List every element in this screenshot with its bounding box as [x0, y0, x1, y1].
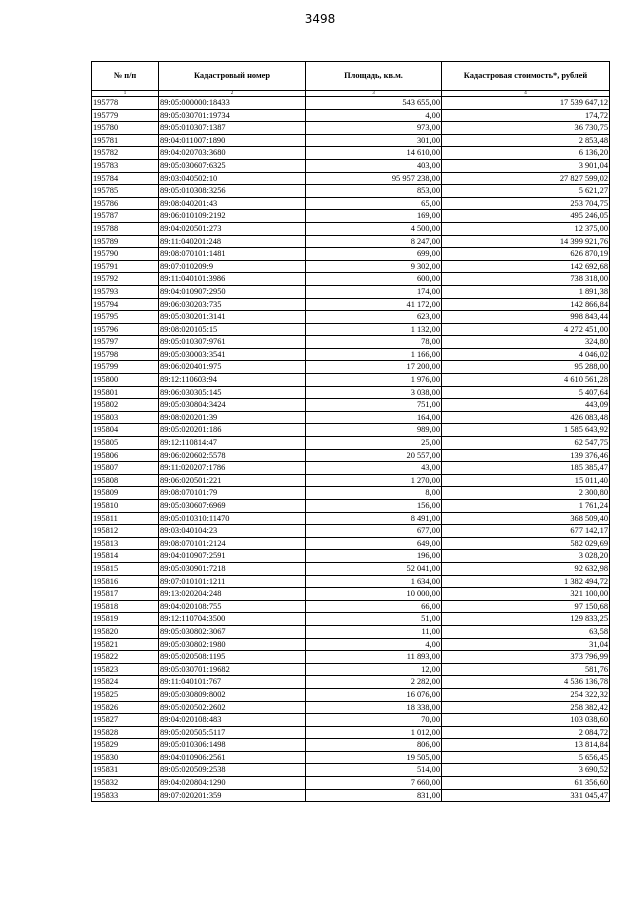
cadastral-number: 89:05:030701:19682 [159, 663, 306, 676]
area-value: 751,00 [306, 399, 442, 412]
cadastral-cost-value: 1 585 643,92 [442, 424, 610, 437]
area-value: 10 000,00 [306, 588, 442, 601]
header-area: Площадь, кв.м. [306, 62, 442, 91]
cadastral-number: 89:05:010308:3256 [159, 185, 306, 198]
row-number: 195786 [92, 197, 159, 210]
area-value: 9 302,00 [306, 260, 442, 273]
table-row [92, 424, 610, 437]
cadastral-number: 89:04:011007:1890 [159, 134, 306, 147]
cadastral-cost-value: 6 136,20 [442, 147, 610, 160]
area-value: 1 634,00 [306, 575, 442, 588]
table-row [92, 336, 610, 349]
table-row [92, 701, 610, 714]
row-number: 195824 [92, 676, 159, 689]
area-value: 543 655,00 [306, 97, 442, 110]
cadastral-cost-value: 3 028,20 [442, 550, 610, 563]
table-body [92, 91, 610, 802]
table-row [92, 386, 610, 399]
table-row [92, 298, 610, 311]
row-number: 195808 [92, 474, 159, 487]
row-number: 195812 [92, 525, 159, 538]
row-number: 195833 [92, 789, 159, 802]
area-value: 1 976,00 [306, 374, 442, 387]
area-value: 95 957 238,00 [306, 172, 442, 185]
cadastral-number: 89:11:020207:1786 [159, 462, 306, 475]
table-row [92, 512, 610, 525]
cadastral-number: 89:11:040101:767 [159, 676, 306, 689]
table-row [92, 437, 610, 450]
cadastral-number: 89:04:010906:2561 [159, 751, 306, 764]
area-value: 649,00 [306, 537, 442, 550]
row-number: 195823 [92, 663, 159, 676]
cadastral-number: 89:12:110603:94 [159, 374, 306, 387]
table-row [92, 197, 610, 210]
area-value: 196,00 [306, 550, 442, 563]
row-number: 195832 [92, 777, 159, 790]
cadastral-number: 89:05:000000:18433 [159, 97, 306, 110]
row-number: 195794 [92, 298, 159, 311]
cadastral-cost-value: 324,80 [442, 336, 610, 349]
cadastral-cost-value: 27 827 599,02 [442, 172, 610, 185]
area-value: 973,00 [306, 122, 442, 135]
area-value: 600,00 [306, 273, 442, 286]
cadastral-number: 89:05:030804:3424 [159, 399, 306, 412]
table-row [92, 575, 610, 588]
row-number: 195807 [92, 462, 159, 475]
table-row [92, 613, 610, 626]
cadastral-number: 89:05:010307:1387 [159, 122, 306, 135]
area-value: 8,00 [306, 487, 442, 500]
row-number: 195778 [92, 97, 159, 110]
cadastral-number: 89:05:010306:1498 [159, 739, 306, 752]
table-row [92, 638, 610, 651]
cadastral-number: 89:07:020201:359 [159, 789, 306, 802]
table-row [92, 323, 610, 336]
table-row [92, 487, 610, 500]
row-number: 195831 [92, 764, 159, 777]
cadastral-number: 89:05:020201:186 [159, 424, 306, 437]
cadastral-cost-value: 677 142,17 [442, 525, 610, 538]
cadastral-number: 89:05:030201:3141 [159, 311, 306, 324]
cadastral-number: 89:04:020108:755 [159, 600, 306, 613]
row-number: 195801 [92, 386, 159, 399]
cadastral-number: 89:04:010907:2950 [159, 285, 306, 298]
row-number: 195783 [92, 159, 159, 172]
cadastral-number: 89:08:020201:39 [159, 411, 306, 424]
cadastral-cost-value: 174,72 [442, 109, 610, 122]
cadastral-number: 89:05:020505:5117 [159, 726, 306, 739]
row-number: 195802 [92, 399, 159, 412]
table-row [92, 663, 610, 676]
cadastral-cost-value: 103 038,60 [442, 714, 610, 727]
table-row [92, 311, 610, 324]
table-row [92, 147, 610, 160]
cadastral-table [91, 61, 610, 802]
cadastral-cost-value: 36 730,75 [442, 122, 610, 135]
cadastral-number: 89:08:070101:2124 [159, 537, 306, 550]
table-row [92, 600, 610, 613]
cadastral-cost-value: 142 692,68 [442, 260, 610, 273]
cadastral-cost-value: 738 318,00 [442, 273, 610, 286]
cadastral-cost-value: 17 539 647,12 [442, 97, 610, 110]
cadastral-cost-value: 258 382,42 [442, 701, 610, 714]
row-number: 195826 [92, 701, 159, 714]
area-value: 169,00 [306, 210, 442, 223]
cadastral-number: 89:08:040201:43 [159, 197, 306, 210]
row-number: 195803 [92, 411, 159, 424]
table-row [92, 500, 610, 513]
cadastral-number: 89:05:030802:1980 [159, 638, 306, 651]
cadastral-number: 89:08:020105:15 [159, 323, 306, 336]
row-number: 195810 [92, 500, 159, 513]
table-row [92, 109, 610, 122]
cadastral-cost-value: 373 796,99 [442, 651, 610, 664]
table-row [92, 273, 610, 286]
area-value: 806,00 [306, 739, 442, 752]
row-number: 195792 [92, 273, 159, 286]
row-number: 195820 [92, 625, 159, 638]
area-value: 8 491,00 [306, 512, 442, 525]
row-number: 195796 [92, 323, 159, 336]
cadastral-number: 89:05:030701:19734 [159, 109, 306, 122]
row-number: 195817 [92, 588, 159, 601]
cadastral-cost-value: 1 891,38 [442, 285, 610, 298]
cadastral-cost-value: 63,58 [442, 625, 610, 638]
area-value: 853,00 [306, 185, 442, 198]
table-row [92, 285, 610, 298]
area-value: 20 557,00 [306, 449, 442, 462]
area-value: 831,00 [306, 789, 442, 802]
cadastral-number: 89:04:020501:273 [159, 222, 306, 235]
row-number: 195806 [92, 449, 159, 462]
cadastral-number: 89:07:010209:9 [159, 260, 306, 273]
cadastral-number: 89:04:020804:1290 [159, 777, 306, 790]
area-value: 4,00 [306, 638, 442, 651]
area-value: 14 610,00 [306, 147, 442, 160]
row-number: 195813 [92, 537, 159, 550]
cadastral-cost-value: 12 375,00 [442, 222, 610, 235]
row-number: 195798 [92, 348, 159, 361]
area-value: 78,00 [306, 336, 442, 349]
table-row [92, 222, 610, 235]
table-row [92, 159, 610, 172]
table-row [92, 260, 610, 273]
cadastral-number: 89:05:010307:9761 [159, 336, 306, 349]
cadastral-cost-value: 2 084,72 [442, 726, 610, 739]
area-value: 41 172,00 [306, 298, 442, 311]
page-number: 3498 [304, 12, 336, 26]
header-cadastral-number: Кадастровый номер [159, 62, 306, 91]
row-number: 195789 [92, 235, 159, 248]
cadastral-number: 89:12:110814:47 [159, 437, 306, 450]
row-number: 195795 [92, 311, 159, 324]
table-row [92, 651, 610, 664]
row-number: 195790 [92, 248, 159, 261]
column-number: 3 [306, 91, 442, 97]
cadastral-number: 89:06:030305:145 [159, 386, 306, 399]
row-number: 195782 [92, 147, 159, 160]
row-number: 195818 [92, 600, 159, 613]
area-value: 677,00 [306, 525, 442, 538]
cadastral-number: 89:05:030802:3067 [159, 625, 306, 638]
row-number: 195811 [92, 512, 159, 525]
row-number: 195800 [92, 374, 159, 387]
table-row [92, 525, 610, 538]
table-row [92, 739, 610, 752]
cadastral-cost-value: 3 690,52 [442, 764, 610, 777]
table-row [92, 751, 610, 764]
row-number: 195793 [92, 285, 159, 298]
cadastral-number: 89:12:110704:3500 [159, 613, 306, 626]
cadastral-cost-value: 4 046,02 [442, 348, 610, 361]
table-row [92, 537, 610, 550]
cadastral-cost-value: 5 656,45 [442, 751, 610, 764]
column-number: 2 [159, 91, 306, 97]
cadastral-cost-value: 5 407,64 [442, 386, 610, 399]
table-row [92, 588, 610, 601]
area-value: 174,00 [306, 285, 442, 298]
cadastral-cost-value: 13 814,84 [442, 739, 610, 752]
cadastral-number: 89:03:040502:10 [159, 172, 306, 185]
area-value: 164,00 [306, 411, 442, 424]
area-value: 11 893,00 [306, 651, 442, 664]
cadastral-cost-value: 254 322,32 [442, 688, 610, 701]
cadastral-cost-value: 626 870,19 [442, 248, 610, 261]
cadastral-number: 89:04:010907:2591 [159, 550, 306, 563]
cadastral-number: 89:04:020703:3680 [159, 147, 306, 160]
row-number: 195815 [92, 562, 159, 575]
table-row [92, 462, 610, 475]
cadastral-number: 89:05:020508:1195 [159, 651, 306, 664]
cadastral-cost-value: 581,76 [442, 663, 610, 676]
area-value: 11,00 [306, 625, 442, 638]
row-number: 195805 [92, 437, 159, 450]
area-value: 403,00 [306, 159, 442, 172]
cadastral-cost-value: 998 843,44 [442, 311, 610, 324]
cadastral-cost-value: 2 853,48 [442, 134, 610, 147]
header-row [92, 62, 610, 91]
row-number: 195784 [92, 172, 159, 185]
cadastral-cost-value: 495 246,05 [442, 210, 610, 223]
cadastral-number: 89:06:020602:5578 [159, 449, 306, 462]
cadastral-cost-value: 426 083,48 [442, 411, 610, 424]
area-value: 699,00 [306, 248, 442, 261]
table-row [92, 714, 610, 727]
area-value: 1 132,00 [306, 323, 442, 336]
area-value: 514,00 [306, 764, 442, 777]
cadastral-cost-value: 185 385,47 [442, 462, 610, 475]
row-number: 195804 [92, 424, 159, 437]
table-row [92, 789, 610, 802]
row-number: 195816 [92, 575, 159, 588]
table-row [92, 550, 610, 563]
row-number: 195822 [92, 651, 159, 664]
table-row [92, 399, 610, 412]
cadastral-cost-value: 331 045,47 [442, 789, 610, 802]
cadastral-number: 89:11:040201:248 [159, 235, 306, 248]
cadastral-cost-value: 5 621,27 [442, 185, 610, 198]
cadastral-number: 89:08:070101:1481 [159, 248, 306, 261]
table-row [92, 361, 610, 374]
cadastral-number: 89:06:010109:2192 [159, 210, 306, 223]
area-value: 52 041,00 [306, 562, 442, 575]
area-value: 12,00 [306, 663, 442, 676]
row-number: 195821 [92, 638, 159, 651]
cadastral-number: 89:05:030607:6969 [159, 500, 306, 513]
row-number: 195791 [92, 260, 159, 273]
row-number: 195828 [92, 726, 159, 739]
area-value: 301,00 [306, 134, 442, 147]
area-value: 66,00 [306, 600, 442, 613]
row-number: 195780 [92, 122, 159, 135]
cadastral-number: 89:06:030203:735 [159, 298, 306, 311]
cadastral-cost-value: 15 011,40 [442, 474, 610, 487]
cadastral-cost-value: 31,04 [442, 638, 610, 651]
cadastral-number: 89:05:030809:8002 [159, 688, 306, 701]
table-row [92, 562, 610, 575]
area-value: 70,00 [306, 714, 442, 727]
row-number: 195809 [92, 487, 159, 500]
table-row [92, 348, 610, 361]
cadastral-cost-value: 3 901,04 [442, 159, 610, 172]
header-number: № п/п [92, 62, 159, 91]
table-row [92, 411, 610, 424]
cadastral-cost-value: 4 272 451,00 [442, 323, 610, 336]
table-row [92, 134, 610, 147]
table-row [92, 777, 610, 790]
cadastral-cost-value: 4 610 561,28 [442, 374, 610, 387]
cadastral-cost-value: 582 029,69 [442, 537, 610, 550]
row-number: 195819 [92, 613, 159, 626]
cadastral-cost-value: 253 704,75 [442, 197, 610, 210]
area-value: 43,00 [306, 462, 442, 475]
area-value: 17 200,00 [306, 361, 442, 374]
table-row [92, 210, 610, 223]
cadastral-number: 89:03:040104:23 [159, 525, 306, 538]
cadastral-cost-value: 139 376,46 [442, 449, 610, 462]
cadastral-cost-value: 4 536 136,78 [442, 676, 610, 689]
area-value: 1 166,00 [306, 348, 442, 361]
table-row [92, 726, 610, 739]
row-number: 195799 [92, 361, 159, 374]
area-value: 2 282,00 [306, 676, 442, 689]
cadastral-number: 89:04:020108:483 [159, 714, 306, 727]
cadastral-number: 89:11:040101:3986 [159, 273, 306, 286]
cadastral-number: 89:06:020501:221 [159, 474, 306, 487]
area-value: 156,00 [306, 500, 442, 513]
table-row [92, 97, 610, 110]
row-number: 195787 [92, 210, 159, 223]
table-row [92, 374, 610, 387]
row-number: 195779 [92, 109, 159, 122]
row-number: 195825 [92, 688, 159, 701]
header-cadastral-cost: Кадастровая стоимость*, рублей [442, 62, 610, 91]
cadastral-number: 89:13:020204:248 [159, 588, 306, 601]
row-number: 195814 [92, 550, 159, 563]
area-value: 65,00 [306, 197, 442, 210]
row-number: 195788 [92, 222, 159, 235]
row-number: 195830 [92, 751, 159, 764]
table-row [92, 185, 610, 198]
cadastral-cost-value: 1 382 494,72 [442, 575, 610, 588]
cadastral-number: 89:05:030607:6325 [159, 159, 306, 172]
area-value: 51,00 [306, 613, 442, 626]
cadastral-cost-value: 129 833,25 [442, 613, 610, 626]
area-value: 3 038,00 [306, 386, 442, 399]
row-number: 195829 [92, 739, 159, 752]
cadastral-cost-value: 2 300,80 [442, 487, 610, 500]
cadastral-cost-value: 92 632,98 [442, 562, 610, 575]
cadastral-cost-value: 1 761,24 [442, 500, 610, 513]
table-row [92, 449, 610, 462]
row-number: 195797 [92, 336, 159, 349]
cadastral-number: 89:06:020401:975 [159, 361, 306, 374]
cadastral-cost-value: 443,09 [442, 399, 610, 412]
cadastral-number: 89:07:010101:1211 [159, 575, 306, 588]
cadastral-cost-value: 321 100,00 [442, 588, 610, 601]
table-row [92, 172, 610, 185]
area-value: 989,00 [306, 424, 442, 437]
cadastral-cost-value: 368 509,40 [442, 512, 610, 525]
area-value: 1 012,00 [306, 726, 442, 739]
area-value: 25,00 [306, 437, 442, 450]
table-row [92, 122, 610, 135]
table-row [92, 248, 610, 261]
cadastral-cost-value: 97 150,68 [442, 600, 610, 613]
area-value: 19 505,00 [306, 751, 442, 764]
cadastral-cost-value: 95 288,00 [442, 361, 610, 374]
column-number: 4 [442, 91, 610, 97]
table-row [92, 764, 610, 777]
area-value: 4 500,00 [306, 222, 442, 235]
cadastral-number: 89:05:030003:3541 [159, 348, 306, 361]
column-number: 1 [92, 91, 159, 97]
table-row [92, 676, 610, 689]
cadastral-number: 89:05:010310:11470 [159, 512, 306, 525]
cadastral-number: 89:05:030901:7218 [159, 562, 306, 575]
cadastral-number: 89:05:020509:2538 [159, 764, 306, 777]
row-number: 195827 [92, 714, 159, 727]
cadastral-number: 89:05:020502:2602 [159, 701, 306, 714]
table-row [92, 625, 610, 638]
area-value: 623,00 [306, 311, 442, 324]
table-row [92, 474, 610, 487]
table-row [92, 688, 610, 701]
cadastral-number: 89:08:070101:79 [159, 487, 306, 500]
area-value: 1 270,00 [306, 474, 442, 487]
table-row [92, 235, 610, 248]
area-value: 8 247,00 [306, 235, 442, 248]
row-number: 195785 [92, 185, 159, 198]
area-value: 16 076,00 [306, 688, 442, 701]
cadastral-cost-value: 62 547,75 [442, 437, 610, 450]
cadastral-cost-value: 61 356,60 [442, 777, 610, 790]
area-value: 18 338,00 [306, 701, 442, 714]
area-value: 7 660,00 [306, 777, 442, 790]
cadastral-cost-value: 142 866,84 [442, 298, 610, 311]
cadastral-cost-value: 14 399 921,76 [442, 235, 610, 248]
area-value: 4,00 [306, 109, 442, 122]
row-number: 195781 [92, 134, 159, 147]
